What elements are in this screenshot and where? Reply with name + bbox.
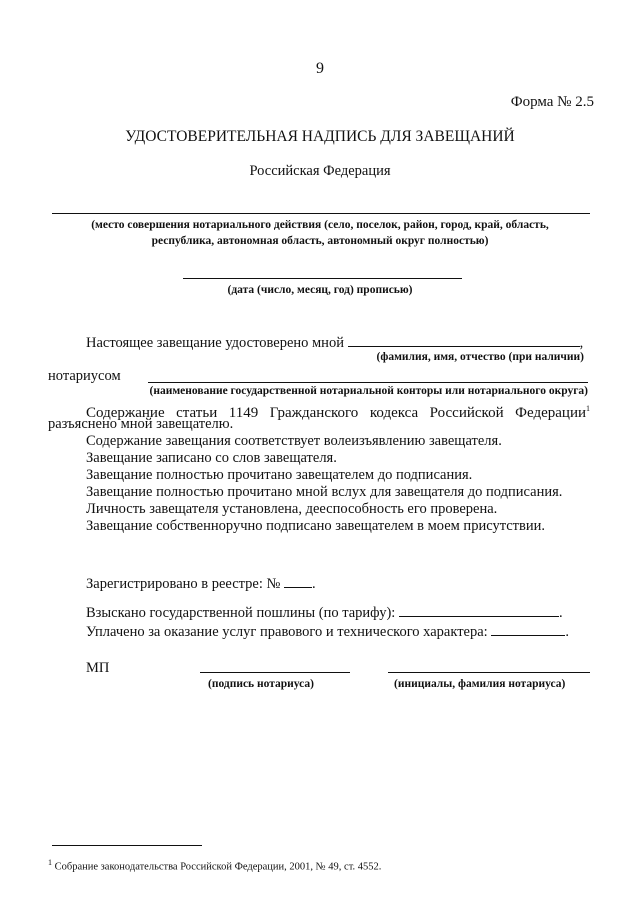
- office-caption: (наименование государственной нотариальной конторы или нотариального округа): [149, 385, 588, 397]
- signature-caption: (подпись нотариуса): [208, 678, 315, 690]
- paid-line: [491, 623, 565, 636]
- footnote-number: 1: [48, 858, 52, 867]
- initials-line: [388, 672, 590, 673]
- certified-label: Настоящее завещание удостоверено мной: [86, 335, 344, 351]
- date-line: [183, 278, 462, 279]
- country-label: Российская Федерация: [249, 163, 391, 179]
- certified-text: Настоящее завещание удостоверено мной ,: [86, 335, 584, 351]
- statement: Завещание собственноручно подписано завещателем в моем присутствии.: [86, 518, 545, 534]
- place-line: [52, 213, 590, 214]
- fee-line: [399, 604, 559, 617]
- place-caption-2: республика, автономная область, автономный округ полностью): [151, 235, 489, 247]
- office-line: [148, 382, 588, 383]
- registry-label: Зарегистрировано в реестре: №: [86, 576, 281, 592]
- notary-label: нотариусом: [48, 368, 121, 384]
- statement: Завещание полностью прочитано завещателем до подписания.: [86, 467, 473, 483]
- date-caption: (дата (число, месяц, год) прописью): [227, 284, 413, 296]
- place-caption-1: (место совершения нотариального действия (село, поселок, район, город, край, область,: [91, 219, 549, 231]
- paid-row: Уплачено за оказание услуг правового и технического характера: .: [86, 624, 569, 640]
- paid-label: Уплачено за оказание услуг правового и технического характера:: [86, 624, 488, 640]
- name-caption: (фамилия, имя, отчество (при наличии): [376, 351, 584, 363]
- signature-line: [200, 672, 350, 673]
- footnote: [48, 854, 381, 876]
- statement: Содержание завещания соответствует волеизъявлению завещателя.: [86, 433, 502, 449]
- fee-label: Взыскано государственной пошлины (по тарифу):: [86, 605, 396, 621]
- statement: Завещание записано со слов завещателя.: [86, 450, 337, 466]
- notary-name-line: [348, 334, 580, 347]
- article-line-2: разъяснено мной завещателю.: [48, 416, 234, 432]
- article-text: Содержание статьи 1149 Гражданского кодекса Российской Федерации: [86, 405, 586, 421]
- seal-label: МП: [86, 660, 110, 676]
- form-number: Форма № 2.5: [510, 94, 594, 110]
- registry-row: Зарегистрировано в реестре: № .: [86, 576, 316, 592]
- footnote-ref: 1: [586, 404, 590, 413]
- statement: Личность завещателя установлена, дееспособность его проверена.: [86, 501, 498, 517]
- page-number: 9: [316, 60, 324, 77]
- footnote-divider: [52, 845, 202, 846]
- statement: Завещание полностью прочитано мной вслух для завещателя до подписания.: [86, 484, 563, 500]
- document-title: УДОСТОВЕРИТЕЛЬНАЯ НАДПИСЬ ДЛЯ ЗАВЕЩАНИЙ: [125, 128, 515, 145]
- registry-number-line: [284, 575, 312, 588]
- fee-row: Взыскано государственной пошлины (по тарифу): .: [86, 605, 563, 621]
- footnote-text: Собрание законодательства Российской Федерации, 2001, № 49, ст. 4552.: [54, 861, 382, 873]
- initials-caption: (инициалы, фамилия нотариуса): [394, 678, 566, 690]
